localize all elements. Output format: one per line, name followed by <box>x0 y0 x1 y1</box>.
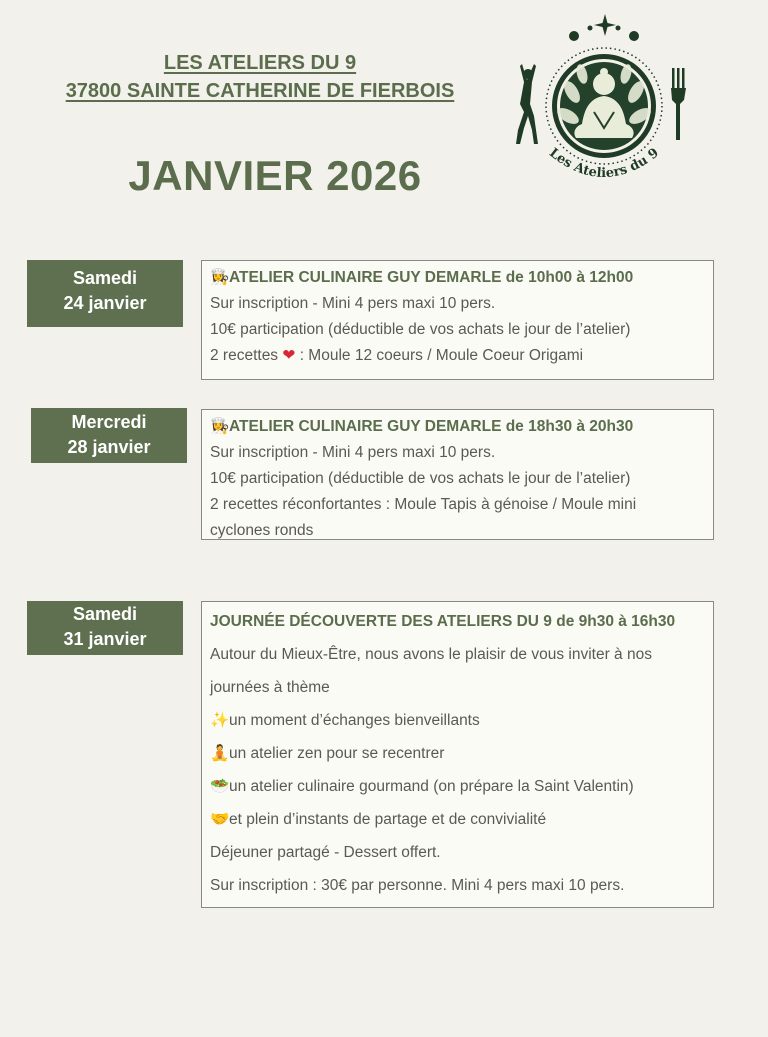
event-title-row <box>210 414 705 440</box>
event-card <box>201 260 714 380</box>
date-day: Samedi <box>72 268 138 288</box>
event-line: Sur inscription - Mini 4 pers maxi 10 pers. <box>210 444 496 461</box>
heart-icon: ❤ <box>282 347 296 364</box>
event-line-recipes <box>210 343 705 369</box>
event-line-row <box>210 770 705 803</box>
chef-icon: 👩‍🍳 <box>210 269 230 286</box>
stars-icon <box>569 14 639 41</box>
organizer-address: 37800 SAINTE CATHERINE DE FIERBOIS <box>65 80 455 102</box>
event-line: cyclones ronds <box>210 522 314 539</box>
date-number: 24 janvier <box>63 293 147 313</box>
event-title: JOURNÉE DÉCOUVERTE DES ATELIERS DU 9 de 9h30 à 16h30 <box>210 613 676 630</box>
event-card <box>201 409 714 540</box>
yoga-figure-icon <box>516 64 538 144</box>
date-number: 31 janvier <box>63 629 147 649</box>
logo <box>510 12 700 197</box>
event-line: 2 recettes <box>210 347 279 364</box>
event-line-row <box>210 704 705 737</box>
chef-icon: 👩‍🍳 <box>210 418 230 435</box>
event-title: ATELIER CULINAIRE GUY DEMARLE de 18h30 à 20h30 <box>229 418 634 435</box>
logo-text: Les Ateliers du 9 <box>546 145 662 182</box>
event-line-row <box>210 737 705 770</box>
sparkles-icon: ✨ <box>210 712 230 729</box>
date-badge <box>31 408 187 463</box>
event-line: 2 recettes réconfortantes : Moule Tapis à génoise / Moule mini <box>210 496 637 513</box>
event-line: Sur inscription - Mini 4 pers maxi 10 pers. <box>210 295 496 312</box>
event-line: : Moule 12 coeurs / Moule Coeur Origami <box>299 347 584 364</box>
organizer-name: LES ATELIERS DU 9 <box>163 52 357 74</box>
event-line: un atelier zen pour se recentrer <box>229 745 445 762</box>
event-line: 10€ participation (déductible de vos achats le jour de l’atelier) <box>210 470 631 487</box>
meditation-icon: 🧘 <box>210 745 230 762</box>
event-line: journées à thème <box>210 679 330 696</box>
bowl-icon: 🥗 <box>210 778 230 795</box>
date-day: Mercredi <box>71 412 147 432</box>
event-line: un moment d’échanges bienveillants <box>229 712 480 729</box>
date-day: Samedi <box>72 604 138 624</box>
event-line: et plein d’instants de partage et de convivialité <box>229 811 547 828</box>
fork-icon <box>671 68 686 140</box>
handshake-icon: 🤝 <box>210 811 230 828</box>
event-line: Sur inscription : 30€ par personne. Mini 4 pers maxi 10 pers. <box>210 877 625 894</box>
date-number: 28 janvier <box>67 437 151 457</box>
event-title: ATELIER CULINAIRE GUY DEMARLE de 10h00 à 12h00 <box>229 269 634 286</box>
event-line: 10€ participation (déductible de vos achats le jour de l’atelier) <box>210 321 631 338</box>
event-title-row <box>210 265 705 291</box>
date-badge <box>27 260 183 327</box>
page-title: JANVIER 2026 <box>128 152 422 199</box>
date-badge <box>27 601 183 655</box>
event-line: un atelier culinaire gourmand (on prépare la Saint Valentin) <box>229 778 634 795</box>
event-line-row <box>210 803 705 836</box>
event-line: Autour du Mieux-Être, nous avons le plaisir de vous inviter à nos <box>210 646 652 663</box>
event-line: Déjeuner partagé - Dessert offert. <box>210 844 441 861</box>
event-card <box>201 601 714 908</box>
